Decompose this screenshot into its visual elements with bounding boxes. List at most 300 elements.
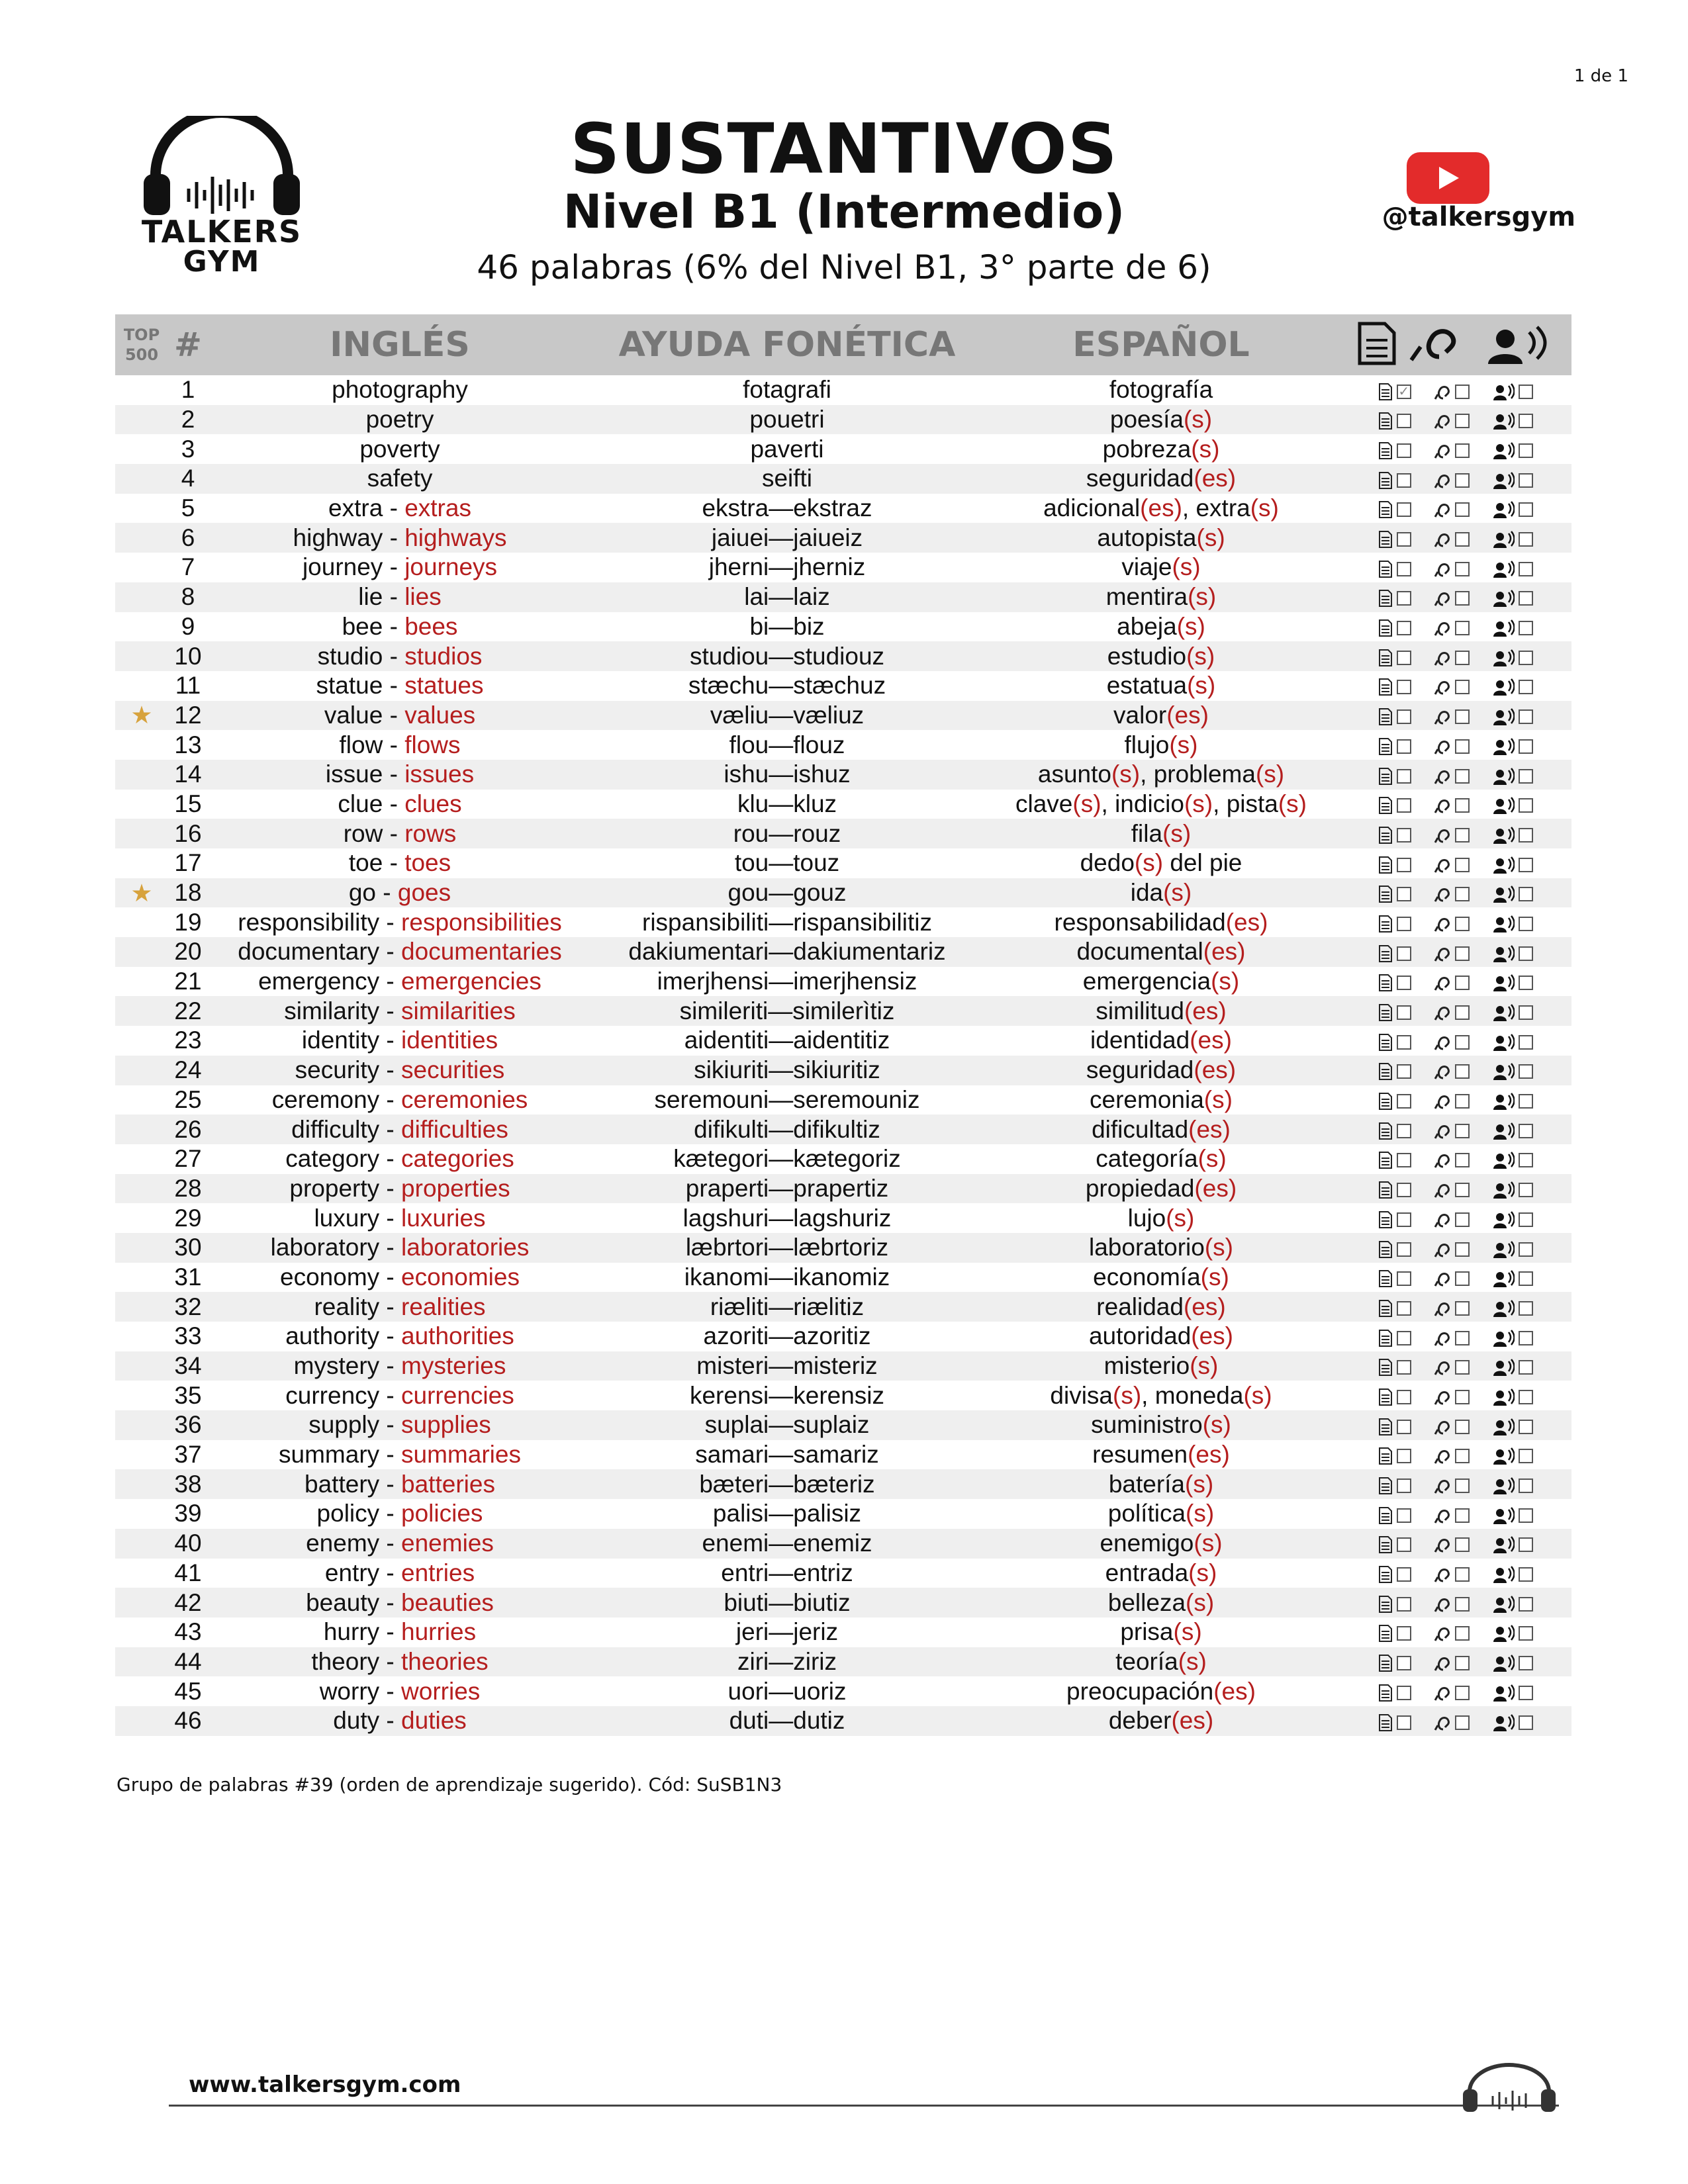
listen-checkbox [1455,443,1470,458]
read-check[interactable] [1378,885,1411,903]
read-check[interactable] [1378,1033,1411,1052]
progress-checkboxes[interactable] [1340,730,1571,760]
listen-check[interactable] [1434,1388,1470,1406]
progress-checkboxes[interactable] [1340,494,1571,523]
progress-checkboxes[interactable] [1340,434,1571,464]
progress-checkboxes[interactable] [1340,996,1571,1026]
read-check[interactable] [1378,619,1411,637]
speak-check[interactable] [1492,1565,1533,1584]
english-plural: emergencies [401,968,541,995]
read-check[interactable] [1378,1240,1411,1259]
speak-checkbox [1519,887,1533,901]
listen-check[interactable] [1434,1299,1470,1318]
progress-checkboxes[interactable] [1340,1174,1571,1204]
english-word: policy - policies [316,1500,483,1527]
table-row [115,434,1571,464]
speak-icon [1492,767,1515,786]
read-check[interactable] [1378,678,1411,696]
speak-check[interactable] [1492,383,1533,401]
spanish-base: flujo(s) [1124,731,1198,758]
top500-star [115,1676,168,1706]
progress-checkboxes[interactable] [1340,1499,1571,1529]
listen-check[interactable] [1434,1447,1470,1465]
listen-icon [1434,383,1451,401]
listen-check[interactable] [1434,471,1470,490]
speak-check[interactable] [1492,1181,1533,1199]
listen-check[interactable] [1434,678,1470,696]
read-check[interactable] [1378,1477,1411,1495]
table-row [115,1499,1571,1529]
english-word: bee - bees [342,612,458,640]
progress-checkboxes[interactable] [1340,937,1571,967]
progress-checkboxes[interactable] [1340,1559,1571,1588]
listen-check[interactable] [1434,500,1470,519]
listen-check[interactable] [1434,826,1470,844]
listen-check[interactable] [1434,1418,1470,1436]
listen-check[interactable] [1434,1033,1470,1052]
top500-star [115,671,168,701]
read-check[interactable] [1378,944,1411,963]
listen-check[interactable] [1434,383,1470,401]
speak-check[interactable] [1492,500,1533,519]
speak-icon [1492,500,1515,519]
youtube-handle[interactable]: @talkersgym [1382,202,1575,232]
top500-star [115,523,168,553]
listen-checkbox [1455,680,1470,694]
speak-icon [1492,1062,1515,1081]
speak-check[interactable] [1492,1240,1533,1259]
progress-checkboxes[interactable] [1340,1588,1571,1617]
read-check[interactable] [1378,1565,1411,1584]
speak-check[interactable] [1492,1418,1533,1436]
speak-check[interactable] [1492,1506,1533,1525]
listen-check[interactable] [1434,1062,1470,1081]
progress-checkboxes[interactable] [1340,1351,1571,1381]
read-checkbox [1397,1686,1411,1700]
row-number: 18 [168,878,208,908]
read-checkbox [1397,1183,1411,1197]
listen-check[interactable] [1434,1151,1470,1169]
phonetic-help: seremouni—seremouniz [654,1085,920,1113]
read-checkbox [1397,1715,1411,1730]
spanish-base: documental(es) [1076,938,1246,966]
spanish-word [982,494,1340,523]
spanish-base: ceremonia(s) [1090,1085,1233,1113]
speak-icon [1492,915,1515,933]
english-plural: studios [404,642,483,670]
phonetic-help: ziri—ziriz [592,1647,982,1677]
english-word: currency - currencies [285,1381,514,1409]
speak-icon [1492,1033,1515,1052]
speak-check[interactable] [1492,767,1533,786]
vocabulary-table [115,314,1571,1736]
read-check[interactable] [1378,737,1411,756]
speak-check[interactable] [1492,619,1533,637]
read-checkbox [1397,414,1411,428]
read-check[interactable] [1378,1624,1411,1643]
listen-check[interactable] [1434,1565,1470,1584]
read-check[interactable] [1378,1506,1411,1525]
progress-checkboxes[interactable] [1340,1410,1571,1440]
page-subtitle: Nivel B1 (Intermedio) [563,185,1125,239]
read-check[interactable] [1378,1299,1411,1318]
read-check[interactable] [1378,441,1411,460]
spanish-word [982,1174,1340,1204]
speak-check[interactable] [1492,1684,1533,1702]
listen-check[interactable] [1434,412,1470,430]
read-check[interactable] [1378,1713,1411,1732]
read-check[interactable] [1378,1092,1411,1111]
speak-check[interactable] [1492,589,1533,608]
read-check[interactable] [1378,707,1411,726]
speak-check[interactable] [1492,1535,1533,1554]
row-number: 37 [174,1441,202,1469]
listen-check[interactable] [1434,1003,1470,1022]
progress-checkboxes[interactable] [1340,1617,1571,1647]
table-row [115,553,1571,582]
speak-check[interactable] [1492,560,1533,578]
read-checkbox [1397,1449,1411,1463]
read-check[interactable] [1378,500,1411,519]
progress-checkboxes[interactable] [1340,907,1571,937]
read-check[interactable] [1378,471,1411,490]
youtube-icon[interactable] [1407,152,1489,204]
read-check[interactable] [1378,560,1411,578]
document-icon [1378,974,1393,992]
listen-checkbox [1455,739,1470,754]
read-check[interactable] [1378,974,1411,992]
progress-checkboxes[interactable] [1340,582,1571,612]
speak-icon [1492,1506,1515,1525]
read-check[interactable] [1378,1151,1411,1169]
speak-check[interactable] [1492,944,1533,963]
listen-check[interactable] [1434,767,1470,786]
english-plural: toes [404,849,451,877]
speak-check[interactable] [1492,1329,1533,1347]
spanish-base: seguridad(es) [1086,465,1237,492]
read-checkbox [1397,1212,1411,1227]
read-check[interactable] [1378,1358,1411,1377]
spanish-word [982,523,1340,553]
listen-check[interactable] [1434,1654,1470,1672]
row-number: 43 [174,1618,202,1646]
speak-check[interactable] [1492,1210,1533,1229]
listen-icon [1434,1477,1451,1495]
listen-check[interactable] [1434,1240,1470,1259]
listen-checkbox [1455,946,1470,961]
row-number: 28 [168,1174,208,1204]
table-row [115,760,1571,790]
read-check[interactable] [1378,530,1411,549]
phonetic-help: flou—flouz [729,731,845,758]
read-check[interactable] [1378,796,1411,815]
listen-check[interactable] [1434,707,1470,726]
english-word: safety [208,464,592,494]
listen-check[interactable] [1434,737,1470,756]
website-link[interactable]: www.talkersgym.com [189,2071,461,2098]
table-row [115,1617,1571,1647]
progress-checkboxes[interactable] [1340,1263,1571,1293]
listen-check[interactable] [1434,1122,1470,1140]
speak-check[interactable] [1492,471,1533,490]
document-icon [1378,915,1393,933]
progress-checkboxes[interactable] [1340,1381,1571,1410]
progress-checkboxes[interactable] [1340,878,1571,908]
read-check[interactable] [1378,412,1411,430]
progress-checkboxes[interactable] [1340,375,1571,405]
spanish-base: viaje(s) [1121,553,1201,581]
speak-check[interactable] [1492,974,1533,992]
speak-check[interactable] [1492,1033,1533,1052]
english-word: difficulty - difficulties [208,1115,592,1144]
speak-check[interactable] [1492,1388,1533,1406]
progress-checkboxes[interactable] [1340,1469,1571,1499]
english-word: journey - journeys [302,553,498,581]
listen-check[interactable] [1434,649,1470,667]
progress-checkboxes[interactable] [1340,1056,1571,1085]
speak-check[interactable] [1492,707,1533,726]
speak-check[interactable] [1492,1092,1533,1111]
speak-icon [1492,1151,1515,1169]
progress-checkboxes[interactable] [1340,612,1571,642]
read-check[interactable] [1378,1269,1411,1288]
read-check[interactable] [1378,1003,1411,1022]
speak-check[interactable] [1492,737,1533,756]
document-icon [1378,649,1393,667]
speak-check[interactable] [1492,1358,1533,1377]
listen-check[interactable] [1434,1329,1470,1347]
progress-checkboxes[interactable] [1340,1026,1571,1056]
read-check[interactable] [1378,589,1411,608]
speak-checkbox [1519,976,1533,990]
speak-check[interactable] [1492,1003,1533,1022]
listen-check[interactable] [1434,1535,1470,1554]
speak-check[interactable] [1492,826,1533,844]
row-number: 27 [174,1145,202,1173]
phonetic-help: paverti [750,435,824,463]
speak-check[interactable] [1492,796,1533,815]
progress-checkboxes[interactable] [1340,1440,1571,1470]
phonetic-help: lagshuri—lagshuriz [682,1204,892,1232]
progress-checkboxes[interactable] [1340,1233,1571,1263]
listen-check[interactable] [1434,530,1470,549]
top500-star [115,1588,168,1617]
read-check[interactable] [1378,1447,1411,1465]
progress-checkboxes[interactable] [1340,701,1571,731]
progress-checkboxes[interactable] [1340,464,1571,494]
read-check[interactable] [1378,826,1411,844]
speak-check[interactable] [1492,412,1533,430]
speak-check[interactable] [1492,1447,1533,1465]
english-word: hurry - hurries [323,1618,477,1646]
speak-check[interactable] [1492,885,1533,903]
top500-star [115,1203,168,1233]
speak-check[interactable] [1492,1595,1533,1614]
listen-check[interactable] [1434,1713,1470,1732]
listen-check[interactable] [1434,1506,1470,1525]
top500-star [115,996,168,1026]
listen-checkbox [1455,502,1470,517]
listen-check[interactable] [1434,1269,1470,1288]
speak-check[interactable] [1492,1654,1533,1672]
read-check[interactable] [1378,1418,1411,1436]
read-checkbox [1397,828,1411,842]
listen-check[interactable] [1434,619,1470,637]
listen-check[interactable] [1434,944,1470,963]
read-check[interactable] [1378,649,1411,667]
progress-checkboxes[interactable] [1340,967,1571,997]
phonetic-help: bi—biz [749,612,825,640]
speak-check[interactable] [1492,1713,1533,1732]
listen-check[interactable] [1434,1210,1470,1229]
read-checkbox [1397,443,1411,458]
speak-checkbox [1519,443,1533,458]
listen-check[interactable] [1434,1181,1470,1199]
progress-checkboxes[interactable] [1340,641,1571,671]
listen-check[interactable] [1434,1595,1470,1614]
spanish-word [982,937,1340,967]
spanish-word [982,907,1340,937]
speak-check[interactable] [1492,441,1533,460]
document-icon [1378,1713,1393,1732]
document-icon [1378,737,1393,756]
read-check[interactable] [1378,1684,1411,1702]
progress-checkboxes[interactable] [1340,523,1571,553]
phonetic-help: rou—rouz [592,819,982,848]
table-row [115,1233,1571,1263]
spanish-word [982,790,1340,819]
listen-check[interactable] [1434,589,1470,608]
speak-checkbox [1519,385,1533,399]
speak-check[interactable] [1492,1477,1533,1495]
progress-checkboxes[interactable] [1340,1676,1571,1706]
listen-check[interactable] [1434,1684,1470,1702]
phonetic-help: suplai—suplaiz [592,1410,982,1440]
read-check[interactable] [1378,767,1411,786]
speak-check[interactable] [1492,915,1533,933]
spanish-base: categoría(s) [1096,1145,1227,1173]
speak-icon [1492,619,1515,637]
speak-check[interactable] [1492,678,1533,696]
read-check[interactable] [1378,1595,1411,1614]
progress-checkboxes[interactable] [1340,1647,1571,1677]
listen-check[interactable] [1434,1092,1470,1111]
read-checkbox [1397,1035,1411,1050]
table-row [115,1676,1571,1706]
listen-check[interactable] [1434,974,1470,992]
english-plural: entries [401,1559,475,1586]
listen-check[interactable] [1434,441,1470,460]
progress-checkboxes[interactable] [1340,848,1571,878]
progress-checkboxes[interactable] [1340,553,1571,582]
row-number: 4 [168,464,208,494]
listen-check[interactable] [1434,560,1470,578]
document-icon [1378,530,1393,549]
listen-icon [1434,1240,1451,1259]
listen-check[interactable] [1434,856,1470,874]
speak-check[interactable] [1492,649,1533,667]
progress-checkboxes[interactable] [1340,1322,1571,1351]
listen-checkbox [1455,1626,1470,1641]
progress-checkboxes[interactable] [1340,1144,1571,1174]
listen-check[interactable] [1434,1477,1470,1495]
speak-checkbox [1519,1005,1533,1020]
document-icon [1378,1388,1393,1406]
listen-check[interactable] [1434,885,1470,903]
read-checkbox [1397,1626,1411,1641]
progress-checkboxes[interactable] [1340,1292,1571,1322]
read-check[interactable] [1378,1329,1411,1347]
document-icon [1378,707,1393,726]
listen-check[interactable] [1434,796,1470,815]
english-word: entry - entries [324,1559,475,1586]
speak-check[interactable] [1492,1122,1533,1140]
spanish-base: propiedad(es) [1085,1174,1237,1202]
table-row [115,1588,1571,1617]
speak-check[interactable] [1492,530,1533,549]
progress-checkboxes[interactable] [1340,1706,1571,1736]
read-check[interactable] [1378,1535,1411,1554]
english-word: documentary - documentaries [208,937,592,967]
speak-check[interactable] [1492,1624,1533,1643]
listen-check[interactable] [1434,1624,1470,1643]
listen-icon [1434,767,1451,786]
english-word: economy - economies [280,1263,520,1291]
progress-checkboxes[interactable] [1340,1529,1571,1559]
top500-star [115,937,168,967]
english-plural: summaries [401,1441,521,1469]
progress-checkboxes[interactable] [1340,1085,1571,1115]
speak-check[interactable] [1492,1062,1533,1081]
speak-check[interactable] [1492,856,1533,874]
read-check[interactable] [1378,1062,1411,1081]
spanish-word [982,464,1340,494]
progress-checkboxes[interactable] [1340,1115,1571,1144]
speak-checkbox [1519,1686,1533,1700]
listen-check[interactable] [1434,915,1470,933]
document-icon [1378,1595,1393,1614]
read-check[interactable] [1378,1181,1411,1199]
spanish-base: lujo(s) [1127,1204,1195,1232]
speak-checkbox [1519,1153,1533,1167]
progress-checkboxes[interactable] [1340,405,1571,435]
speak-check[interactable] [1492,1151,1533,1169]
progress-checkboxes[interactable] [1340,671,1571,701]
read-check[interactable] [1378,1122,1411,1140]
progress-checkboxes[interactable] [1340,1203,1571,1233]
speak-check[interactable] [1492,1269,1533,1288]
read-check[interactable] [1378,915,1411,933]
speak-checkbox [1519,858,1533,872]
speak-icon [1492,1358,1515,1377]
english-word: category - categories [285,1145,514,1173]
listen-check[interactable] [1434,1358,1470,1377]
table-row [115,1026,1571,1056]
read-check[interactable] [1378,1654,1411,1672]
progress-checkboxes[interactable] [1340,790,1571,819]
progress-checkboxes[interactable] [1340,819,1571,848]
top500-star [115,434,168,464]
english-word: worry - worries [319,1677,481,1705]
read-check[interactable] [1378,1210,1411,1229]
read-check[interactable] [1378,856,1411,874]
speak-check[interactable] [1492,1299,1533,1318]
footer-rule [169,2105,1559,2107]
read-check[interactable] [1378,383,1411,401]
read-check[interactable] [1378,1388,1411,1406]
row-number: 20 [168,937,208,967]
progress-checkboxes[interactable] [1340,760,1571,790]
